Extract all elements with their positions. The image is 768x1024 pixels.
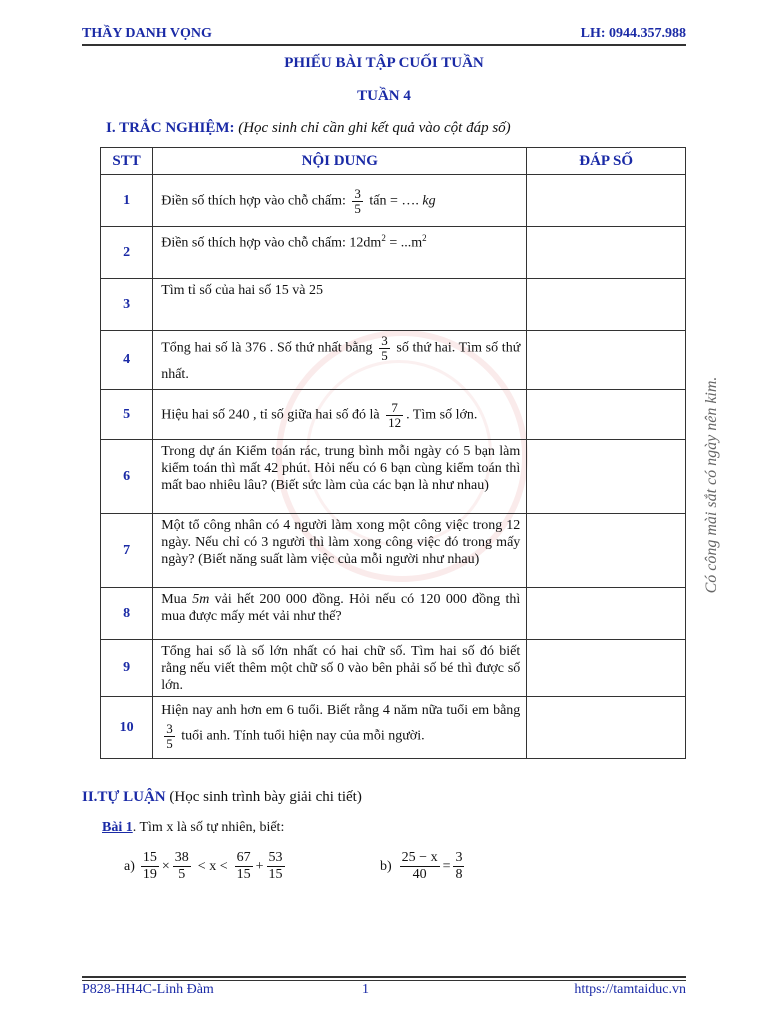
week-title: TUẦN 4 <box>357 88 411 104</box>
section-2-heading <box>82 789 362 806</box>
row-number: 1 <box>101 175 153 227</box>
row-text: Điền số thích hợp vào chỗ chấm: <box>161 193 346 209</box>
row-text: = ...m <box>385 235 423 251</box>
answer-cell[interactable] <box>527 588 686 640</box>
exercise-1-label: Bài 1 <box>102 820 133 835</box>
footer-rule-thin <box>82 980 686 981</box>
fraction: $\frac{3}{5}$ <box>166 721 173 751</box>
section-1-note: (Học sinh chỉ cần ghi kết quả vào cột đáp số) <box>238 120 511 136</box>
superscript: 2 <box>422 233 427 243</box>
row-text: Điền số thích hợp vào chỗ chấm: 12dm <box>161 235 382 251</box>
row-text: tuổi anh. Tính tuổi hiện nay của mỗi người. <box>181 728 425 744</box>
expr-label: a) <box>124 858 135 874</box>
table-row <box>101 279 686 331</box>
table-row <box>101 440 686 514</box>
row-content <box>153 227 527 279</box>
row-number: 6 <box>101 440 153 514</box>
fraction: $\frac{67}{15}$ <box>236 850 251 882</box>
answer-cell[interactable] <box>527 390 686 440</box>
fraction: $\frac{3}{5}$ <box>381 333 388 363</box>
fraction: $\frac{25 - x}{40}$ <box>401 850 438 882</box>
row-text: Tổng hai số là 376 . Số thứ nhất bằng <box>161 340 373 356</box>
row-content <box>153 390 527 440</box>
table-row <box>101 331 686 390</box>
row-unit: kg <box>422 193 436 209</box>
table-header-row <box>101 148 686 175</box>
superscript: 2 <box>381 233 386 243</box>
operator: × <box>161 858 170 874</box>
row-text: số thứ hai. Tìm số thứ nhất. <box>161 340 521 382</box>
row-number: 8 <box>101 588 153 640</box>
row-number: 10 <box>101 697 153 759</box>
fraction: $\frac{7}{12}$ <box>388 399 402 430</box>
row-text: vải hết 200 000 đồng. Hỏi nếu có 120 000 đồng thì mua được mấy mét vải như thế? <box>161 592 521 624</box>
answer-cell[interactable] <box>527 640 686 697</box>
section-2-label: II.TỰ LUẬN <box>82 789 166 805</box>
row-content: Tìm tỉ số của hai số 15 và 25 <box>153 279 527 331</box>
answer-cell[interactable] <box>527 514 686 588</box>
footer-rule <box>82 976 686 978</box>
section-1-heading <box>106 120 511 137</box>
row-text: Mua <box>161 592 193 607</box>
page-title: PHIẾU BÀI TẬP CUỐI TUẦN <box>284 55 484 71</box>
fraction: $\frac{15}{19}$ <box>142 850 157 882</box>
row-number: 5 <box>101 390 153 440</box>
section-1-label: I. TRẮC NGHIỆM: <box>106 120 235 136</box>
page-number: 1 <box>362 982 369 997</box>
row-content: Một tổ công nhân có 4 người làm xong một công việc trong 12 ngày. Nếu chỉ có 3 người thì làm xong công việc đó trong mấy ngày? (Biết năng suất làm việc của mỗi người như nhau) <box>153 514 527 588</box>
operator: + <box>255 858 264 874</box>
header-rule <box>82 44 686 46</box>
row-number: 4 <box>101 331 153 390</box>
footer-location: P828-HH4C-Linh Đàm <box>82 982 214 997</box>
table-row <box>101 175 686 227</box>
section-2-note: (Học sinh trình bày giải chi tiết) <box>165 789 362 805</box>
quiz-table <box>100 147 686 759</box>
col-header-content: NỘI DUNG <box>153 148 527 175</box>
row-content: Tổng hai số là số lớn nhất có hai chữ số. Tìm hai số đó biết rằng nếu viết thêm một chữ số 0 vào bên phải số bé thì được số lớn. <box>153 640 527 697</box>
table-row <box>101 390 686 440</box>
row-text: Hiệu hai số 240 , tỉ số giữa hai số đó là <box>161 407 380 423</box>
table-row <box>101 697 686 759</box>
answer-cell[interactable] <box>527 227 686 279</box>
answer-cell[interactable] <box>527 331 686 390</box>
fraction: $\frac{3}{5}$ <box>354 185 361 216</box>
header-contact: LH: 0944.357.988 <box>580 26 686 41</box>
exercise-1a <box>124 850 288 883</box>
table-row <box>101 514 686 588</box>
row-text: Hiện nay anh hơn em 6 tuổi. Biết rằng 4 năm nữa tuổi em bằng <box>161 703 521 718</box>
page-header <box>82 24 686 46</box>
side-motto <box>692 330 732 640</box>
header-author: THẦY DANH VỌNG <box>82 26 212 41</box>
col-header-stt: STT <box>101 148 153 175</box>
row-text: . Tìm số lớn. <box>406 407 478 423</box>
fraction: $\frac{53}{15}$ <box>268 850 283 882</box>
answer-cell[interactable] <box>527 175 686 227</box>
row-number: 9 <box>101 640 153 697</box>
exercise-1-text: . Tìm x là số tự nhiên, biết: <box>132 820 285 835</box>
row-text: tấn = …. <box>369 193 423 209</box>
table-row <box>101 588 686 640</box>
answer-cell[interactable] <box>527 697 686 759</box>
exercise-1-heading <box>102 820 284 836</box>
fraction: $\frac{38}{5}$ <box>174 850 189 882</box>
row-content <box>153 175 527 227</box>
row-number: 7 <box>101 514 153 588</box>
exercise-1b <box>380 850 467 883</box>
table-row <box>101 640 686 697</box>
row-content <box>153 331 527 390</box>
row-content <box>153 588 527 640</box>
page-footer <box>82 982 686 1002</box>
table-row <box>101 227 686 279</box>
answer-cell[interactable] <box>527 440 686 514</box>
side-motto-text: Có công mài sắt có ngày nên kim. <box>703 376 720 594</box>
row-unit: 5m <box>192 592 210 607</box>
fraction: $\frac{3}{8}$ <box>455 850 463 882</box>
answer-cell[interactable] <box>527 279 686 331</box>
col-header-answer: ĐÁP SỐ <box>527 148 686 175</box>
inequality: < x < <box>197 858 228 874</box>
row-number: 2 <box>101 227 153 279</box>
row-number: 3 <box>101 279 153 331</box>
footer-website[interactable]: https://tamtaiduc.vn <box>574 982 686 997</box>
row-content <box>153 697 527 759</box>
expr-label: b) <box>380 858 392 874</box>
row-content: Trong dự án Kiểm toán rác, trung bình mỗi ngày có 5 bạn làm kiểm toán thì mất 42 phút. Hỏi nếu có 6 bạn cùng kiểm toán thì mất bao nhiêu lâu? (Biết sức làm của các bạn là như nhau) <box>153 440 527 514</box>
operator: = <box>442 858 451 874</box>
